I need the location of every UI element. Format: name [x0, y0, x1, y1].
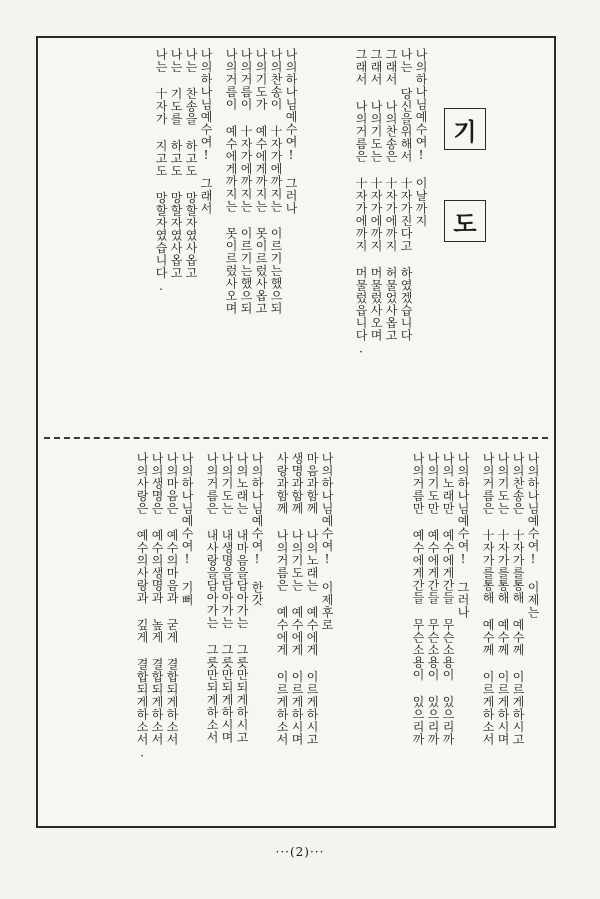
text-column: 나의하나님예수여! 그러나 — [284, 48, 298, 215]
text-column: 나의생명은 예수의생명과 높게 결합되게하소서 — [150, 452, 164, 746]
text-column: 마음과함께 나의노래는 예수에게 이르게하시고 — [305, 452, 319, 746]
bottom-right-text-block — [340, 452, 540, 820]
text-column: 그래서 나의기도는 十자가에까지 머물렀사오며 — [369, 48, 383, 342]
text-column: 나는 기도를 하고도 망할자였사옵고 — [169, 48, 183, 279]
text-column: 나의마음은 예수의마음과 굳게 결합되게하소서 — [165, 452, 179, 746]
text-column: 사랑과함께 나의거름은 예수에게 이르게하소서 — [275, 452, 289, 746]
text-column: 나의하나님예수여! 기뻐 — [180, 452, 194, 606]
text-column: 나의거름은 내사랑을담아가는 그릇만되게하소서 — [205, 452, 219, 744]
text-column: 나의기도는 十자가를통해 예수께 이르게하시며 — [496, 452, 510, 746]
title-char-1: 기 — [444, 108, 486, 150]
text-column: 나의하나님예수여! 이제는 — [526, 452, 540, 619]
stanza-gap — [213, 48, 223, 426]
stanza-gap — [264, 452, 274, 820]
text-column: 나의거름만 예수에게간들 무슨소용이 있으리까 — [411, 452, 425, 746]
text-column: 나의기도만 예수에게간들 무슨소용이 있으리까 — [426, 452, 440, 746]
text-column: 나의거름이 十자가에까지는 이르기는했으되 — [239, 48, 253, 315]
text-column: 나의기도는 내생명을담아가는 그릇만되게하시며 — [220, 452, 234, 744]
text-column: 나의찬송은 十자가를통해 예수께 이르게하시고 — [511, 452, 525, 746]
section-divider — [44, 437, 548, 439]
text-column: 나의하나님예수여! 그래서 — [199, 48, 213, 215]
top-right-text-block — [312, 48, 428, 426]
text-column: 나는 찬송을 하고도 망할자였사옵고 — [184, 48, 198, 279]
text-column: 나의노래는 내마음을담아가는 그릇만되게하시고 — [235, 452, 249, 744]
text-column: 나의하나님예수여! 이제후로 — [320, 452, 334, 631]
text-column: 그래서 나의찬송은 十자가에까지 허물었사옵고 — [384, 48, 398, 342]
stanza-gap — [194, 452, 204, 820]
text-column: 나의거름은 十자가를통해 예수께 이르게하소서 — [481, 452, 495, 746]
text-column: 나의하나님예수여! 그러나 — [456, 452, 470, 619]
page-number: ···(2)··· — [275, 845, 325, 859]
top-left-text-block — [48, 48, 298, 426]
text-column: 나의하나님예수여! 한갓 — [250, 452, 264, 606]
text-column: 나는 十자가 지고도 망할자였습니다. — [154, 48, 168, 294]
text-column: 나의찬송이 十자가에까지는 이르기는했으되 — [269, 48, 283, 315]
stanza-gap — [470, 452, 480, 820]
bottom-left-text-block — [48, 452, 334, 820]
text-column: 나의노래만 예수에게간들 무슨소용이 있으리까 — [441, 452, 455, 746]
text-column: 나의하나님예수여! 이날까지 — [414, 48, 428, 227]
title-char-2: 도 — [444, 200, 486, 242]
text-column: 그래서 나의거름은 十자가에까지 머물렀읍니다. — [354, 48, 368, 356]
text-column: 나는 당신을위해서 十자가진다고 하였겠습니다 — [399, 48, 413, 342]
text-column: 생명과함께 나의기도는 예수에게 이르게하시며 — [290, 452, 304, 746]
text-column: 나의사랑은 예수의사랑과 깊게 결합되게하소서. — [135, 452, 149, 760]
text-column: 나의거름이 예수에게까지는 못이르렀사오며 — [224, 48, 238, 315]
text-column: 나의기도가 예수에게까지는 못이르렀사옵고 — [254, 48, 268, 315]
